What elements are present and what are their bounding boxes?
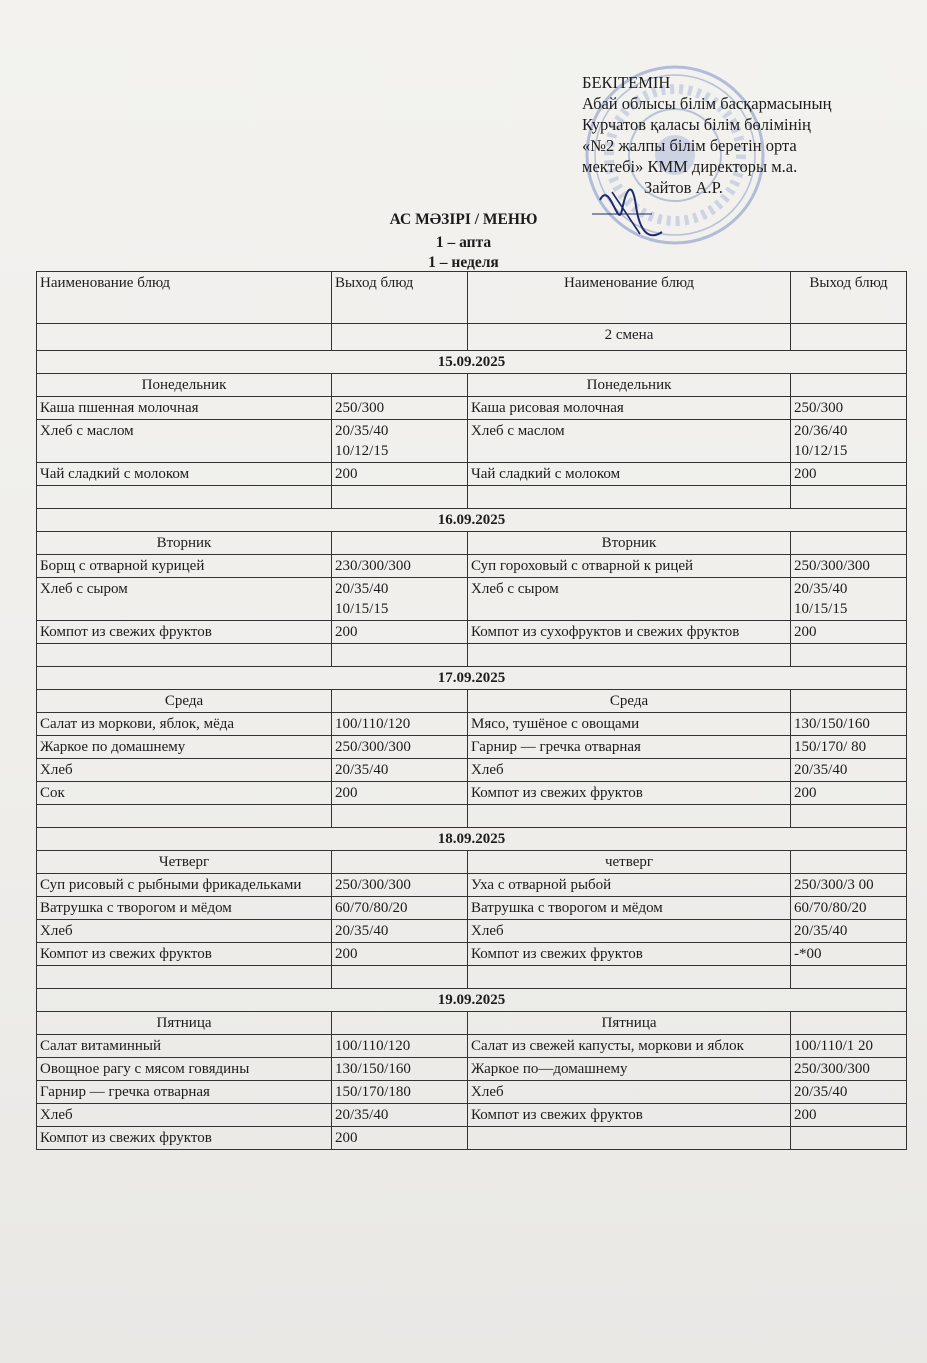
column-header-row [37,272,907,324]
portion-right: 200 [791,463,907,486]
portion-left [332,966,468,989]
date-row [37,351,907,374]
menu-title: АС МӘЗІРІ / МЕНЮ [389,211,538,228]
dish-left: Компот из свежих фруктов [37,1127,332,1150]
dish-right [468,644,791,667]
weekday-row [37,851,907,874]
portion-left: 150/170/180 [332,1081,468,1104]
menu-item-row [37,644,907,667]
shift-right-portion [791,324,907,351]
menu-item-row [37,736,907,759]
weekday-left-portion [332,374,468,397]
portion-right [791,805,907,828]
date-row [37,828,907,851]
shift-left [37,324,332,351]
portion-right: 100/110/1 20 [791,1035,907,1058]
dish-right: Ватрушка с творогом и мёдом [468,897,791,920]
portion-left: 200 [332,463,468,486]
portion-right [791,966,907,989]
dish-right: Хлеб [468,1081,791,1104]
portion-left [332,644,468,667]
portion-left: 200 [332,943,468,966]
date-cell: 18.09.2025 [37,828,907,851]
week-ru: 1 – неделя [428,254,499,271]
portion-left: 200 [332,782,468,805]
portion-right: 200 [791,621,907,644]
portion-right: 130/150/160 [791,713,907,736]
portion-left: 250/300/300 [332,874,468,897]
portion-right: 20/36/40 10/12/15 [791,420,907,463]
menu-item-row [37,966,907,989]
dish-right: Хлеб с маслом [468,420,791,463]
portion-right: 20/35/40 [791,1081,907,1104]
col-dish-name-right: Наименование блюд [468,272,791,324]
menu-item-row [37,463,907,486]
dish-left [37,644,332,667]
portion-left: 100/110/120 [332,713,468,736]
dish-right [468,805,791,828]
weekday-left-portion [332,851,468,874]
col-dish-name-left: Наименование блюд [37,272,332,324]
dish-right: Хлеб с сыром [468,578,791,621]
weekday-right-portion [791,374,907,397]
week-kz: 1 – апта [435,234,492,251]
dish-right: Салат из свежей капусты, моркови и яблок [468,1035,791,1058]
weekday-right: Среда [468,690,791,713]
weekday-left: Понедельник [37,374,332,397]
weekday-right: четверг [468,851,791,874]
dish-left: Хлеб [37,759,332,782]
menu-item-row [37,1058,907,1081]
dish-right: Компот из свежих фруктов [468,782,791,805]
col-portion-right: Выход блюд [791,272,907,324]
dish-right: Компот из свежих фруктов [468,943,791,966]
portion-left: 200 [332,1127,468,1150]
menu-item-row [37,397,907,420]
date-row [37,667,907,690]
dish-left: Хлеб [37,920,332,943]
portion-right: 250/300 [791,397,907,420]
approval-line: Курчатов қаласы білім бөлімінің [582,115,811,134]
weekday-left-portion [332,532,468,555]
portion-left: 60/70/80/20 [332,897,468,920]
weekday-row [37,374,907,397]
weekday-right-portion [791,1012,907,1035]
dish-left: Салат из моркови, яблок, мёда [37,713,332,736]
menu-item-row [37,805,907,828]
dish-right [468,1127,791,1150]
dish-left: Борщ с отварной курицей [37,555,332,578]
date-cell: 19.09.2025 [37,989,907,1012]
shift-right: 2 смена [468,324,791,351]
weekday-left: Среда [37,690,332,713]
dish-right: Жаркое по—домашнему [468,1058,791,1081]
dish-left [37,805,332,828]
weekday-row [37,1012,907,1035]
portion-left: 100/110/120 [332,1035,468,1058]
dish-right: Каша рисовая молочная [468,397,791,420]
weekday-row [37,532,907,555]
dish-right: Уха с отварной рыбой [468,874,791,897]
approval-line: мектебі» КММ директоры м.а. [582,157,798,176]
approval-block [582,72,912,198]
dish-right: Чай сладкий с молоком [468,463,791,486]
menu-item-row [37,920,907,943]
dish-left: Суп рисовый с рыбными фрикадельками [37,874,332,897]
dish-left: Чай сладкий с молоком [37,463,332,486]
portion-right: 20/35/40 [791,920,907,943]
portion-left: 20/35/40 [332,759,468,782]
dish-right: Суп гороховый с отварной к рицей [468,555,791,578]
menu-item-row [37,782,907,805]
dish-left: Овощное рагу с мясом говядины [37,1058,332,1081]
approval-line: «№2 жалпы білім беретін орта [582,136,797,155]
dish-left: Сок [37,782,332,805]
date-cell: 16.09.2025 [37,509,907,532]
menu-item-row [37,555,907,578]
date-row [37,989,907,1012]
menu-item-row [37,713,907,736]
shift-row [37,324,907,351]
weekday-right-portion [791,851,907,874]
dish-left [37,966,332,989]
portion-right: 200 [791,1104,907,1127]
date-cell: 15.09.2025 [37,351,907,374]
weekday-right: Пятница [468,1012,791,1035]
weekday-left: Пятница [37,1012,332,1035]
approval-line: Абай облысы білім басқармасының [582,94,832,113]
portion-right [791,1127,907,1150]
portion-right: 60/70/80/20 [791,897,907,920]
weekday-right-portion [791,532,907,555]
portion-left: 250/300 [332,397,468,420]
dish-right: Компот из свежих фруктов [468,1104,791,1127]
dish-left: Ватрушка с творогом и мёдом [37,897,332,920]
weekday-left: Четверг [37,851,332,874]
dish-right: Гарнир — гречка отварная [468,736,791,759]
dish-left: Жаркое по домашнему [37,736,332,759]
dish-left: Компот из свежих фруктов [37,943,332,966]
portion-left: 230/300/300 [332,555,468,578]
dish-right [468,966,791,989]
portion-right: 250/300/300 [791,555,907,578]
portion-right: 250/300/300 [791,1058,907,1081]
menu-item-row [37,1127,907,1150]
portion-right: 20/35/40 10/15/15 [791,578,907,621]
dish-left: Каша пшенная молочная [37,397,332,420]
dish-left: Хлеб с сыром [37,578,332,621]
portion-left [332,486,468,509]
weekday-right: Вторник [468,532,791,555]
weekday-left-portion [332,690,468,713]
portion-right [791,644,907,667]
portion-right: 250/300/3 00 [791,874,907,897]
portion-right: 150/170/ 80 [791,736,907,759]
approval-line: БЕКІТЕМІН [582,73,671,92]
weekday-left: Вторник [37,532,332,555]
portion-left: 20/35/40 10/15/15 [332,578,468,621]
menu-item-row [37,943,907,966]
date-cell: 17.09.2025 [37,667,907,690]
dish-right: Хлеб [468,920,791,943]
portion-right: -*00 [791,943,907,966]
portion-left: 20/35/40 [332,920,468,943]
shift-left-portion [332,324,468,351]
menu-item-row [37,1035,907,1058]
weekday-right: Понедельник [468,374,791,397]
portion-left [332,805,468,828]
dish-left: Компот из свежих фруктов [37,621,332,644]
portion-right: 20/35/40 [791,759,907,782]
portion-left: 130/150/160 [332,1058,468,1081]
menu-item-row [37,874,907,897]
dish-right: Компот из сухофруктов и свежих фруктов [468,621,791,644]
menu-item-row [37,759,907,782]
date-row [37,509,907,532]
dish-right: Мясо, тушёное с овощами [468,713,791,736]
portion-left: 250/300/300 [332,736,468,759]
menu-item-row [37,578,907,621]
dish-right: Хлеб [468,759,791,782]
weekday-row [37,690,907,713]
dish-left: Хлеб с маслом [37,420,332,463]
dish-left: Салат витаминный [37,1035,332,1058]
menu-table [36,271,907,1150]
menu-item-row [37,420,907,463]
dish-left [37,486,332,509]
col-portion-left: Выход блюд [332,272,468,324]
dish-left: Гарнир — гречка отварная [37,1081,332,1104]
portion-right: 200 [791,782,907,805]
portion-left: 20/35/40 [332,1104,468,1127]
portion-left: 200 [332,621,468,644]
menu-item-row [37,486,907,509]
dish-right [468,486,791,509]
menu-item-row [37,1104,907,1127]
portion-right [791,486,907,509]
dish-left: Хлеб [37,1104,332,1127]
menu-item-row [37,897,907,920]
weekday-left-portion [332,1012,468,1035]
portion-left: 20/35/40 10/12/15 [332,420,468,463]
signature-name: Зайтов А.Р. [644,178,723,197]
menu-item-row [37,621,907,644]
weekday-right-portion [791,690,907,713]
menu-item-row [37,1081,907,1104]
